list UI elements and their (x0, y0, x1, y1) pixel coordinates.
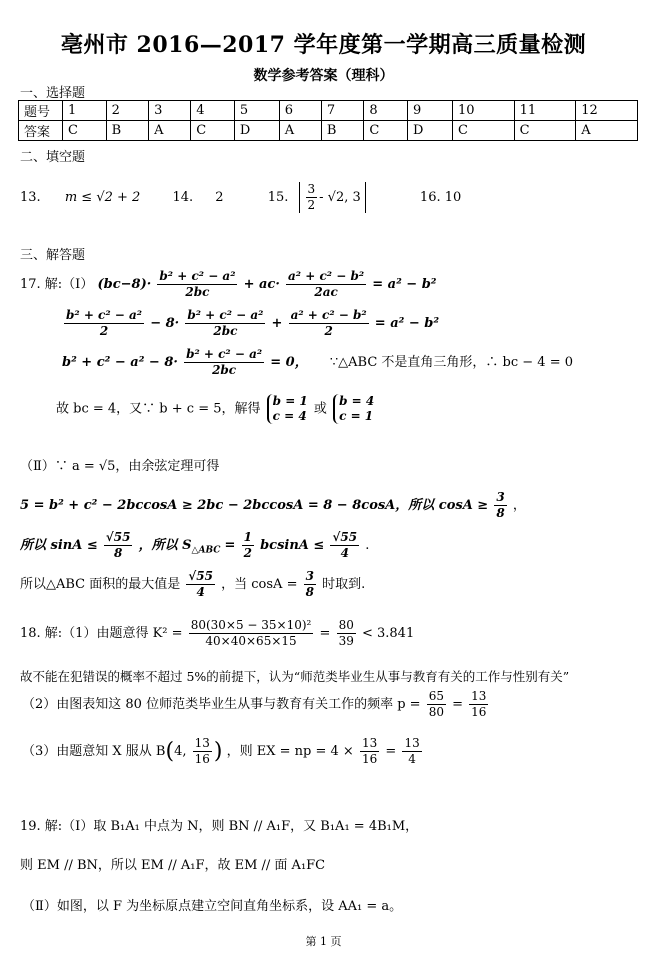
table-cell: D (408, 121, 453, 141)
fraction-numerator: 3 (496, 490, 505, 504)
fraction-numerator: b² + c² − a² (66, 308, 143, 322)
expr: − 8· (150, 316, 180, 331)
fraction (242, 530, 254, 561)
table-cell: 1 (63, 101, 107, 121)
table-cell: C (452, 121, 514, 141)
fraction (193, 736, 212, 767)
table-cell: A (576, 121, 638, 141)
q15-answer-rest: - √2, 3 (319, 190, 361, 205)
q17-line-4 (56, 394, 376, 424)
expr: = 0， (270, 355, 308, 370)
table-cell: B (321, 121, 364, 141)
expr: = (319, 626, 331, 641)
fraction-denominator: 2 (243, 546, 252, 560)
page-number: 第 1 页 (305, 935, 342, 948)
page-title: 亳州市 2016—2017 学年度第一学期高三质量检测 (60, 32, 587, 58)
table-cell: 11 (514, 101, 576, 121)
table-cell: C (364, 121, 408, 141)
answer-table (18, 100, 638, 141)
expr: 时取到. (322, 577, 366, 592)
fill-answers-row (20, 182, 461, 213)
expr: 或 (313, 401, 327, 417)
fraction-denominator: 2 (307, 198, 316, 212)
expr: + (271, 316, 283, 331)
fraction-denominator: 40×40×65×15 (205, 634, 297, 648)
q17-line-5 (20, 490, 526, 521)
table-cell: 4 (191, 101, 235, 121)
system-eq: c = 4 (272, 409, 307, 423)
table-cell: 10 (452, 101, 514, 121)
expr: + ac· (243, 277, 280, 292)
expr: ，当 cosA = (221, 577, 298, 592)
q18-line-3 (22, 689, 490, 720)
table-cell: C (63, 121, 107, 141)
table-cell: A (149, 121, 191, 141)
table-cell: B (106, 121, 149, 141)
fraction-numerator: 80 (338, 618, 354, 632)
table-cell: 6 (279, 101, 321, 121)
q13-number: 13. (20, 190, 41, 205)
fraction (427, 689, 446, 720)
expr: 故 bc = 4，又∵ b + c = 5，解得 (56, 401, 261, 417)
fraction-numerator: b² + c² − a² (186, 347, 263, 361)
q17-label: 17. 解:（Ⅰ） (20, 277, 94, 292)
table-cell: 9 (408, 101, 453, 121)
fraction-denominator: 16 (361, 752, 378, 766)
fraction-numerator: a² + c² − b² (288, 269, 365, 283)
q19-line-1: 19. 解:（Ⅰ）取 B₁A₁ 中点为 N，则 BN // A₁F，又 B₁A₁ = 4B₁M， (20, 819, 419, 834)
table-row-label: 答案 (19, 121, 63, 141)
fraction-numerator: √55 (105, 530, 131, 544)
expr: （2）由图表知这 80 位师范类毕业生从事与教育有关工作的频率 p = (22, 697, 421, 712)
fraction-denominator: 39 (338, 634, 354, 648)
q14-number: 14. (172, 190, 194, 205)
page-subtitle: 数学参考答案（理科） (253, 68, 394, 84)
q18-line-1 (20, 618, 414, 649)
expr: ，所以 S (138, 538, 192, 553)
fraction (64, 308, 144, 339)
expr: < 3.841 (361, 626, 415, 641)
expr: 5 = b² + c² − 2bccosA ≥ 2bc − 2bccosA = 8 − 8cosA，所以 cosA ≥ (20, 498, 489, 513)
expr: = a² − b² (374, 316, 440, 331)
table-row-label: 题号 (19, 101, 63, 121)
fraction-denominator: 2ac (314, 285, 338, 299)
q15-number: 15. (267, 190, 289, 205)
table-cell: 12 (576, 101, 638, 121)
table-row-answers (19, 121, 638, 141)
q17-line-7 (20, 569, 365, 600)
table-cell: 5 (234, 101, 279, 121)
fraction (104, 530, 133, 561)
expr: 4, (174, 744, 187, 759)
fraction-numerator: √55 (188, 569, 213, 583)
table-cell: A (279, 121, 321, 141)
table-cell: 2 (106, 101, 149, 121)
expr: ， (512, 498, 526, 513)
q17-line-3 (62, 347, 573, 378)
fraction (330, 530, 359, 561)
system-brace (267, 394, 308, 424)
expr: = (385, 744, 397, 759)
fraction-denominator: 2bc (185, 285, 210, 299)
fraction-numerator: b² + c² − a² (187, 308, 264, 322)
q14-answer: 2 (215, 190, 224, 205)
fraction-denominator: 80 (428, 705, 444, 719)
section-fill-heading: 二、填空题 (20, 150, 86, 165)
expr: = (452, 697, 464, 712)
system-brace (333, 394, 374, 424)
fraction-numerator: 13 (194, 736, 210, 750)
section-choice-heading: 一、选择题 (20, 86, 86, 101)
fraction-denominator: 2 (324, 324, 333, 338)
table-cell: 7 (321, 101, 364, 121)
fraction-numerator: 3 (307, 182, 316, 196)
fraction-numerator: 80(30×5 − 35×10)² (190, 618, 312, 632)
fraction-numerator: 3 (305, 569, 314, 583)
expr: ，则 EX = np = 4 × (226, 744, 354, 759)
table-cell: D (234, 121, 279, 141)
fraction-numerator: 13 (471, 689, 487, 703)
q17-part2-intro: （Ⅱ）∵ a = √5，由余弦定理可得 (20, 459, 220, 474)
fraction (402, 736, 421, 767)
fraction-numerator: 13 (361, 736, 378, 750)
q19-line-3: （Ⅱ）如图，以 F 为坐标原点建立空间直角坐标系，设 AA₁ = a。 (22, 899, 403, 914)
fraction-numerator: 13 (404, 736, 420, 750)
q17-line-2 (62, 308, 439, 339)
q18-line-4 (22, 736, 424, 767)
fraction (189, 618, 314, 649)
subscript: △ABC (191, 545, 221, 556)
fraction (185, 308, 265, 339)
fraction (360, 736, 379, 767)
fraction (469, 689, 488, 720)
q17-line-1 (20, 269, 437, 300)
fraction-denominator: 16 (471, 705, 487, 719)
system-eq: b = 1 (272, 394, 308, 408)
fraction-numerator: b² + c² − a² (159, 269, 236, 283)
expr: 18. 解:（1）由题意得 K² = (20, 626, 183, 641)
expr: = (224, 538, 236, 553)
section-solve-heading: 三、解答题 (20, 248, 86, 263)
q17-line-6 (20, 530, 369, 561)
table-cell: 3 (149, 101, 191, 121)
table-row-numbers (19, 101, 638, 121)
expr: 所以 sinA ≤ (20, 538, 98, 553)
fraction-denominator: 8 (305, 585, 314, 599)
expr: （3）由题意知 X 服从 B (22, 744, 166, 759)
fraction (289, 308, 369, 339)
system-eq: b = 4 (339, 394, 375, 408)
paren-open: ( (165, 739, 175, 764)
fraction (157, 269, 237, 300)
fraction (337, 618, 356, 649)
expr: bcsinA ≤ (260, 538, 325, 553)
fraction (494, 490, 506, 521)
fraction (184, 347, 264, 378)
q15-fraction (306, 182, 318, 213)
table-cell: 8 (364, 101, 408, 121)
fraction-numerator: 1 (243, 530, 252, 544)
fraction-denominator: 4 (196, 585, 205, 599)
fraction (304, 569, 316, 600)
fraction-denominator: 8 (114, 546, 123, 560)
q13-answer: m ≤ √2 + 2 (64, 190, 141, 205)
fraction-denominator: 8 (496, 506, 505, 520)
q15-answer (299, 182, 366, 213)
expr: . (365, 538, 370, 553)
expr: (bc−8)· (97, 277, 152, 292)
system-eq: c = 1 (339, 409, 374, 423)
q19-line-2: 则 EM // BN，所以 EM // A₁F，故 EM // 面 A₁FC (20, 858, 326, 873)
fraction-denominator: 16 (194, 752, 210, 766)
table-cell: C (514, 121, 576, 141)
table-cell: C (191, 121, 235, 141)
expr: ∵△ABC 不是直角三角形，∴ bc − 4 = 0 (329, 355, 573, 370)
fraction (286, 269, 366, 300)
expr: 所以△ABC 面积的最大值是 (20, 577, 181, 592)
q16-answer: 16. 10 (419, 190, 462, 205)
fraction-denominator: 4 (340, 546, 349, 560)
fraction-numerator: a² + c² − b² (290, 308, 367, 322)
fraction-denominator: 2bc (213, 324, 238, 338)
fraction-numerator: √55 (332, 530, 358, 544)
fraction-denominator: 2 (99, 324, 109, 338)
q18-line-2: 故不能在犯错误的概率不超过 5%的前提下，认为“师范类毕业生从事与教育有关的工作与性别有关” (20, 669, 570, 684)
paren-close: ) (213, 739, 223, 764)
expr: b² + c² − a² − 8· (62, 355, 178, 370)
fraction (186, 569, 215, 600)
expr: = a² − b² (372, 277, 437, 292)
fraction-denominator: 2bc (212, 363, 237, 377)
fraction-numerator: 65 (428, 689, 444, 703)
fraction-denominator: 4 (408, 752, 416, 766)
